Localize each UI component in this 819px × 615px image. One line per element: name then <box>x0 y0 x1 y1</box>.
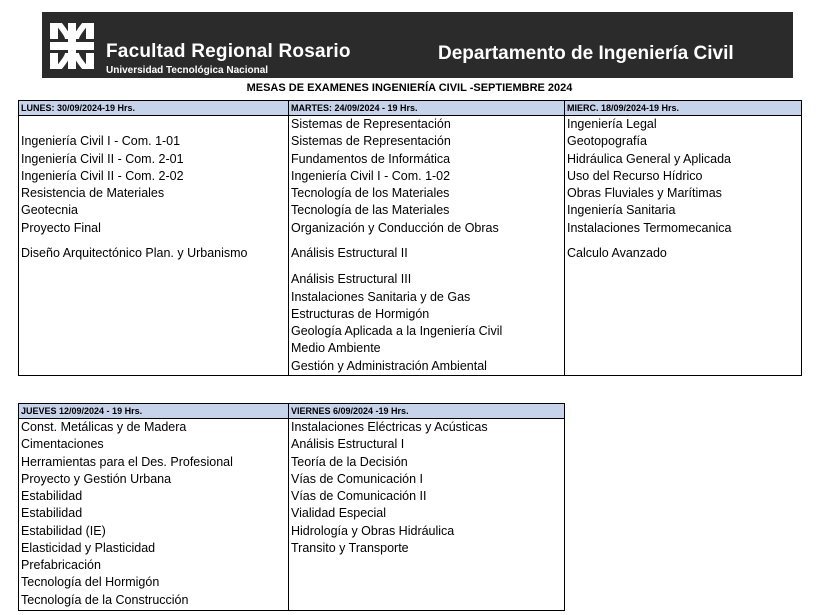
subject-item: Tecnología de las Materiales <box>291 203 450 218</box>
day-column-viernes <box>288 404 564 610</box>
exam-table-top <box>18 100 802 376</box>
subject-item: Medio Ambiente <box>291 341 381 356</box>
subject-item: Cimentaciones <box>21 437 104 452</box>
day-header: VIERNES 6/09/2024 -19 Hrs. <box>289 404 564 419</box>
subject-item: Tecnología de la Construcción <box>21 592 189 607</box>
subject-item: Teoría de la Decisión <box>291 454 408 469</box>
subject-item: Estabilidad <box>21 489 83 503</box>
day-column-martes <box>288 101 564 375</box>
subject-item: Estabilidad (IE) <box>21 523 106 538</box>
exam-table-bottom <box>18 403 565 611</box>
faculty-subtitle: Universidad Tecnológica Nacional <box>106 65 269 76</box>
subject-item: Tecnología de los Materiales <box>291 186 450 200</box>
subject-item: Const. Metálicas y de Madera <box>21 420 187 434</box>
day-column-lunes <box>19 101 288 375</box>
subject-item: Tecnología del Hormigón <box>21 575 160 590</box>
subject-item: Ingeniería Civil II - Com. 2-01 <box>21 151 184 166</box>
header-banner <box>42 12 793 78</box>
subject-item: Ingeniería Sanitaria <box>567 203 676 218</box>
subject-item: Proyecto Final <box>21 220 101 235</box>
subject-item: Uso del Recurso Hídrico <box>567 168 703 183</box>
subject-item: Sistemas de Representación <box>291 117 451 131</box>
subject-item: Diseño Arquitectónico Plan. y Urbanismo <box>21 246 248 261</box>
day-column-miercoles <box>564 101 801 375</box>
subject-item: Hidrología y Obras Hidráulica <box>291 523 455 538</box>
utn-logo-icon <box>50 23 94 69</box>
subject-item: Análisis Estructural I <box>291 437 405 452</box>
subject-item: Hidráulica General y Aplicada <box>567 151 731 166</box>
subject-item: Gestión y Administración Ambiental <box>291 358 487 373</box>
department-name: Departamento de Ingeniería Civil <box>438 43 734 64</box>
subject-item: Proyecto y Gestión Urbana <box>21 471 172 486</box>
subject-item: Obras Fluviales y Marítimas <box>567 186 722 200</box>
subject-item: Análisis Estructural II <box>291 246 408 261</box>
subject-item: Fundamentos de Informática <box>291 151 451 166</box>
document-title: MESAS DE EXAMENES INGENIERÍA CIVIL -SEPTIEMBRE 2024 <box>246 82 573 94</box>
subject-item: Organización y Conducción de Obras <box>291 220 499 235</box>
subject-item: Instalaciones Sanitaria y de Gas <box>291 289 471 304</box>
subject-item: Geología Aplicada a la Ingeniería Civil <box>291 324 503 338</box>
day-column-jueves <box>19 404 288 610</box>
subject-item: Ingeniería Legal <box>567 117 657 131</box>
subject-item: Sistemas de Representación <box>291 134 451 149</box>
subject-item: Geotopografía <box>567 134 647 149</box>
subject-item: Instalaciones Termomecanica <box>567 220 732 235</box>
subject-item: Vialidad Especial <box>291 506 386 521</box>
subject-item: Calculo Avanzado <box>567 246 667 261</box>
subject-item: Instalaciones Eléctricas y Acústicas <box>291 420 488 434</box>
subject-item: Estructuras de Hormigón <box>291 306 430 321</box>
subject-item: Ingeniería Civil II - Com. 2-02 <box>21 168 184 183</box>
subject-item: Geotecnia <box>21 203 78 218</box>
subject-item: Ingeniería Civil I - Com. 1-01 <box>21 134 181 149</box>
faculty-name: Facultad Regional Rosario <box>106 41 351 62</box>
subject-item: Vías de Comunicación I <box>291 471 424 486</box>
subject-item: Transito y Transporte <box>291 540 409 555</box>
subject-item: Estabilidad <box>21 506 83 521</box>
subject-item: Herramientas para el Des. Profesional <box>21 454 233 469</box>
subject-item: Análisis Estructural III <box>291 272 412 287</box>
subject-item: Resistencia de Materiales <box>21 186 165 200</box>
subject-item: Prefabricación <box>21 558 101 572</box>
day-header: MARTES: 24/09/2024 - 19 Hrs. <box>289 101 564 116</box>
day-header: JUEVES 12/09/2024 - 19 Hrs. <box>19 404 288 419</box>
subject-item: Ingeniería Civil I - Com. 1-02 <box>291 168 451 183</box>
subject-item: Vías de Comunicación II <box>291 489 427 503</box>
day-header: MIERC. 18/09/2024-19 Hrs. <box>565 101 801 116</box>
day-header: LUNES: 30/09/2024-19 Hrs. <box>19 101 288 116</box>
subject-item: Elasticidad y Plasticidad <box>21 540 156 555</box>
